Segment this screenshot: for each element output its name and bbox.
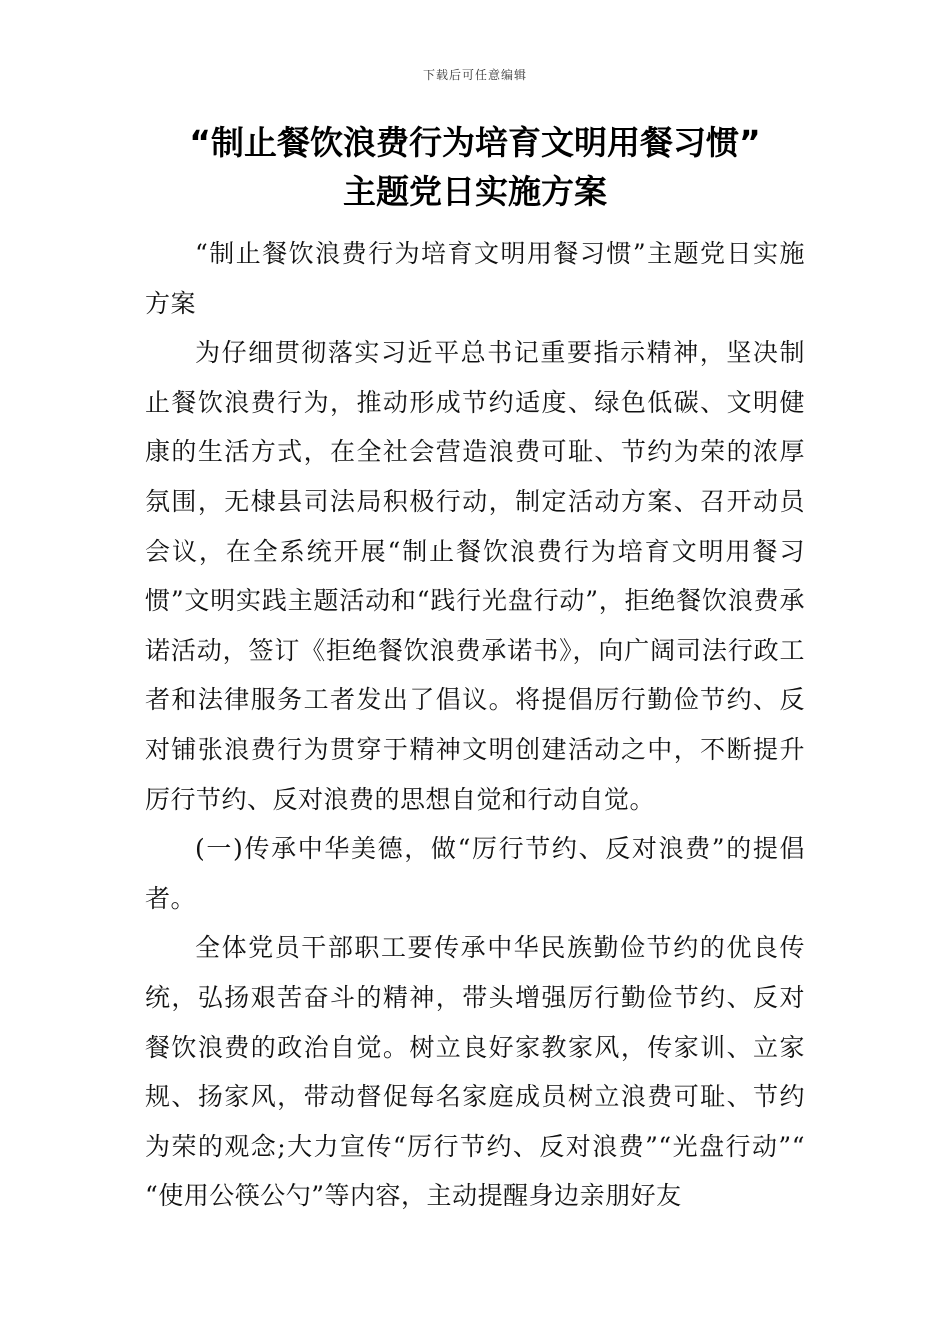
title-line-2: 主题党日实施方案 — [343, 172, 607, 211]
header-note: 下载后可任意编辑 — [422, 68, 527, 82]
paragraph-intro: 为仔细贯彻落实习近平总书记重要指示精神，坚决制止餐饮浪费行为，推动形成节约适度、绿色低碳、文明健康的生活方式，在全社会营造浪费可耻、节约为荣的浓厚氛围，无棣县司法局积极行动，制定活动方案、召开动员会议，在全系统开展“制止餐饮浪费行为培育文明用餐习惯”文明实践主题活动和“践行光盘行动”，拒绝餐饮浪费承诺活动，签订《拒绝餐饮浪费承诺书》，向广阔司法行政工者和法律服务工者发出了倡议。将提倡厉行勤俭节约、反对铺张浪费行为贯穿于精神文明创建活动之中，不断提升厉行节约、反对浪费的思想自觉和行动自觉。 — [145, 338, 805, 814]
paragraph-section-1-body: 全体党员干部职工要传承中华民族勤俭节约的优良传统，弘扬艰苦奋斗的精神，带头增强厉行勤俭节约、反对餐饮浪费的政治自觉。树立良好家教家风，传家训、立家规、扬家风，带动督促每名家庭成员树立浪费可耻、节约为荣的观念;大力宣传“厉行节约、反对浪费”“光盘行动”“ “使用公筷公勺”等内容，主动提醒身边亲朋好友 — [145, 933, 805, 1211]
paragraph-section-1-heading: (一)传承中华美德，做“厉行节约、反对浪费”的提倡者。 — [145, 834, 805, 913]
paragraph-subtitle: “制止餐饮浪费行为培育文明用餐习惯”主题党日实施方案 — [145, 239, 805, 318]
document-body — [145, 229, 805, 1221]
document-title — [140, 118, 810, 216]
title-line-1: “制止餐饮浪费行为培育文明用餐习惯” — [189, 123, 761, 162]
